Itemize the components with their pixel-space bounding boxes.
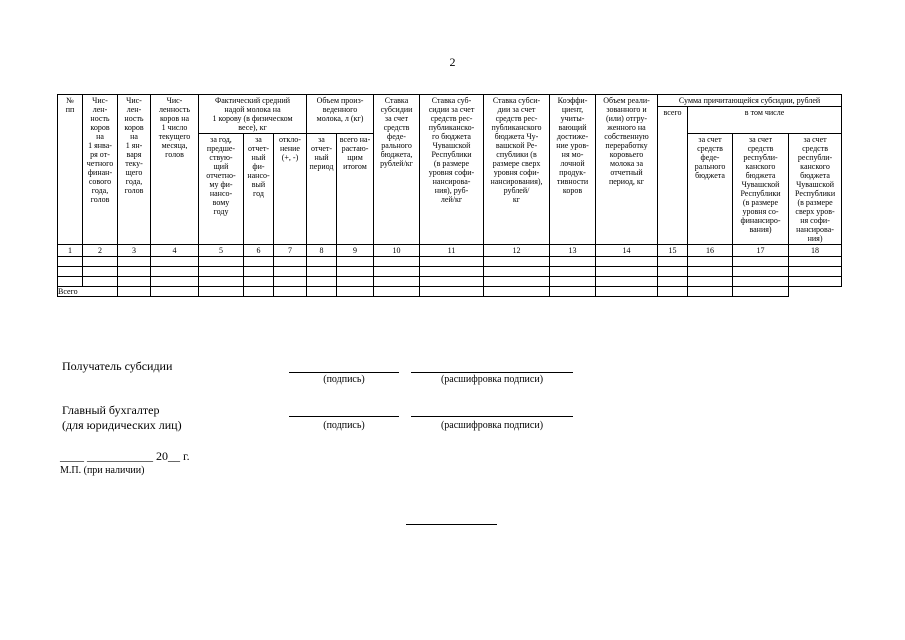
table-row: [58, 257, 842, 267]
header-sold-milk-volume: Объем реали- зованного и (или) отгру- женного на собственную переработку коровьего молока за отчетный период, кг: [596, 95, 658, 245]
header-milk-volume-group: Объем произ- веденного молока, л (кг): [307, 95, 374, 134]
header-cows-prev-year: Чис- лен- ность коров на 1 янва- ря от- четного финан- сового года, голов: [83, 95, 118, 245]
header-row-number: № пп: [58, 95, 83, 245]
header-republic-extra-rate: Ставка субси- дии за счет средств рес- публиканского бюджета Чу- вашской Ре- спублики (в размере сверх уровня софи- нансирования), рублей/ кг: [484, 95, 550, 245]
recipient-signature-line: [289, 372, 399, 373]
header-subsidy-sum-group: Сумма причитающейся субсидии, рублей: [658, 95, 842, 107]
column-number: 13: [550, 245, 596, 257]
column-number: 4: [151, 245, 199, 257]
column-number: 16: [688, 245, 733, 257]
header-federal-rate: Ставка субсидии за счет средств феде- рального бюджета, рублей/кг: [374, 95, 420, 245]
accountant-sublabel: (для юридических лиц): [62, 418, 182, 432]
header-productivity-coefficient: Коэффи- циент, учиты- вающий достиже- ние уров- ня мо- лочной продук- тивности коров: [550, 95, 596, 245]
column-number: 17: [733, 245, 789, 257]
accountant-signature-caption: (подпись): [323, 420, 365, 431]
date-year: 20__ г.: [156, 449, 190, 463]
accountant-signature-line: [289, 416, 399, 417]
accountant-decoding-line: [411, 416, 573, 417]
header-cows-current-year: Чис- лен- ность коров на 1 ян- варя теку- щего года, голов: [118, 95, 151, 245]
accountant-decoding-caption: (расшифровка подписи): [440, 420, 544, 431]
column-number: 1: [58, 245, 83, 257]
date-line: [60, 449, 190, 463]
table-row: [58, 277, 842, 287]
subsidy-calculation-table: [57, 94, 842, 297]
table-row: [58, 267, 842, 277]
stamp-label: М.П. (при наличии): [60, 465, 145, 476]
column-number: 9: [337, 245, 374, 257]
column-number: 15: [658, 245, 688, 257]
column-number: 3: [118, 245, 151, 257]
column-number: 5: [199, 245, 244, 257]
header-milk-yield-group: Фактический средний надой молока на 1 корову (в физическом весе), кг: [199, 95, 307, 134]
recipient-signature-caption: (подпись): [323, 374, 365, 385]
header-yield-deviation: откло- нение (+, -): [274, 134, 307, 245]
column-number: 2: [83, 245, 118, 257]
column-number: 18: [789, 245, 842, 257]
column-number: 10: [374, 245, 420, 257]
header-yield-prev-year: за год, предше- ствую- щий отчетно- му фи- нансо- вому году: [199, 134, 244, 245]
header-subsidy-total: всего: [658, 107, 688, 245]
recipient-label: Получатель субсидии: [62, 359, 173, 373]
total-row: [58, 287, 842, 297]
column-number: 11: [420, 245, 484, 257]
column-number: 12: [484, 245, 550, 257]
accountant-label: Главный бухгалтер: [62, 403, 160, 417]
date-month-blank: ___________: [87, 449, 153, 463]
header-republic-cofinancing-rate: Ставка суб- сидии за счет средств рес- публиканско- го бюджета Чувашской Республики (в размере уровня софи- нансирова- ния), руб- лей/кг: [420, 95, 484, 245]
header-cows-current-month: Чис- ленность коров на 1 число текущего месяца, голов: [151, 95, 199, 245]
header-yield-report-year: за отчет- ный фи- нансо- вый год: [244, 134, 274, 245]
column-number: 6: [244, 245, 274, 257]
column-number-row: [58, 245, 842, 257]
column-number: 14: [596, 245, 658, 257]
header-including-group: в том числе: [688, 107, 842, 134]
recipient-decoding-caption: (расшифровка подписи): [440, 374, 544, 385]
date-day-blank: ____: [60, 449, 84, 463]
header-subsidy-republic-cofinancing: за счет средств республи- канского бюджета Чувашской Республики (в размере уровня со- финансиро- вания): [733, 134, 789, 245]
total-label: Всего: [58, 287, 118, 297]
column-number: 7: [274, 245, 307, 257]
header-volume-report-period: за отчет- ный период: [307, 134, 337, 245]
recipient-decoding-line: [411, 372, 573, 373]
header-volume-cumulative: всего на- растаю- щим итогом: [337, 134, 374, 245]
header-subsidy-republic-extra: за счет средств республи- канского бюджета Чувашской Республики (в размере сверх уров- ня софи- нансирова- ния): [789, 134, 842, 245]
header-subsidy-federal: за счет средств феде- рального бюджета: [688, 134, 733, 245]
footer-rule: [406, 524, 497, 525]
page-number: 2: [449, 55, 456, 69]
column-number: 8: [307, 245, 337, 257]
